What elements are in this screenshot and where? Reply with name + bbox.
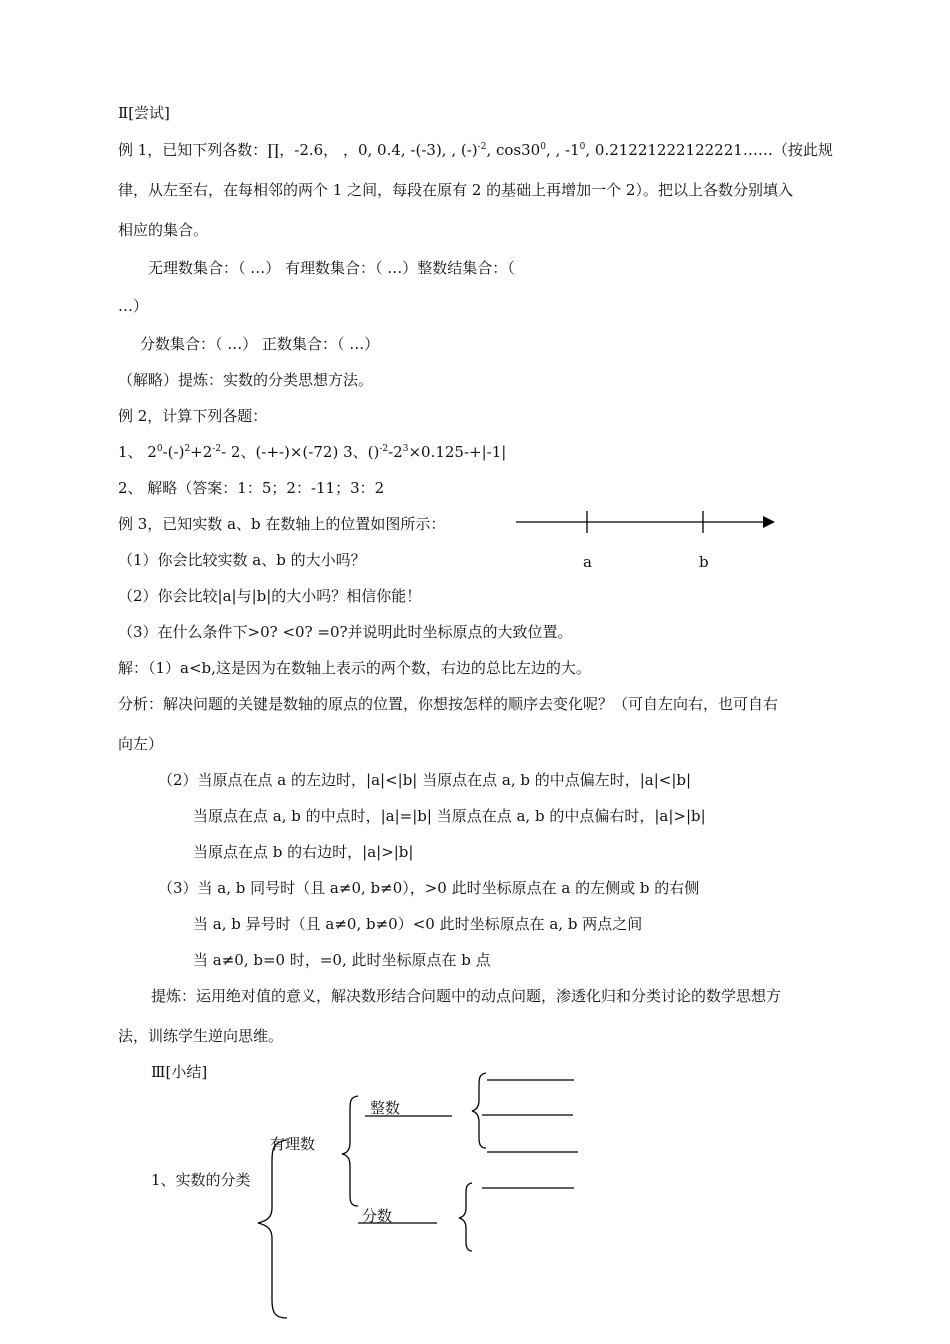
ex3-q3: （3）在什么条件下>0? <0? =0?并说明此时坐标原点的大致位置。 [118, 623, 573, 641]
ex3-solution: 解：（1）a<b,这是因为在数轴上表示的两个数，右边的总比左边的大。 [118, 659, 591, 677]
ex3-refine-line1: 提炼：运用绝对值的意义，解决数形结合问题中的动点问题，渗透化归和分类讨论的数学思想方 [151, 987, 782, 1005]
ex2-title: 例 2，计算下列各题： [118, 407, 268, 425]
label-rational: 有理数 [270, 1135, 316, 1153]
ex1-sets-line1: 无理数集合：（ …） 有理数集合：（ …）整数结集合：（ [148, 259, 515, 277]
ex3-part3-line2: 当 a, b 异号时（且 a≠0, b≠0）<0 此时坐标原点在 a, b 两点之间 [193, 915, 643, 933]
ex1-sets-line2: 分数集合：（ …） 正数集合：（ …） [140, 335, 380, 353]
ex3-refine-line2: 法，训练学生逆向思维。 [118, 1027, 284, 1045]
ex3-part3-line1: （3）当 a, b 同号时（且 a≠0, b≠0），>0 此时坐标原点在 a 的左侧或 b 的右侧 [158, 879, 700, 897]
axis-label-b: b [699, 553, 709, 571]
ex3-q2: （2）你会比较|a|与|b|的大小吗？相信你能！ [118, 587, 422, 605]
fraction-brace [459, 1183, 472, 1251]
ex1-line1: 例 1，已知下列各数：∏，-2.6， ，0, 0.4, -(-3), , $(-)^{-2}$, $\cos 30^0$, , $-1^0$, 0.21221222122221……（按此规 [118, 141, 833, 159]
ex1-solution: （解略）提炼：实数的分类思想方法。 [118, 371, 374, 389]
outer-brace [258, 1140, 287, 1318]
section2-heading: Ⅱ[尝试] [118, 104, 170, 122]
ex2-items: 1、 $2^0-(-)^2+2^{-2}-$ 2、(-+-)×(-72) 3、$()^{-2}-2^3\times 0.125-+|-1|$ [118, 443, 507, 461]
ex3-q1: （1）你会比较实数 a、b 的大小吗？ [118, 551, 366, 569]
ex2-answer: 2、 解略（答案：1：5；2：-11；3：2 [118, 479, 385, 497]
classification-diagram [258, 1073, 578, 1318]
ex3-part3-line3: 当 a≠0, b=0 时，=0, 此时坐标原点在 b 点 [193, 951, 491, 969]
number-line [516, 511, 775, 533]
classification-title: 1、实数的分类 [151, 1171, 251, 1189]
ex1-sets-line1-cont: …） [118, 297, 149, 315]
rational-brace [342, 1096, 358, 1206]
section3-heading: Ⅲ[小结] [151, 1063, 208, 1081]
number-line-arrow [763, 516, 775, 528]
label-integer: 整数 [370, 1099, 401, 1117]
ex3-title: 例 3，已知实数 a、b 在数轴上的位置如图所示： [118, 515, 446, 533]
integer-brace [472, 1073, 486, 1148]
ex1-line3: 相应的集合。 [118, 221, 209, 239]
axis-label-a: a [583, 553, 592, 571]
ex3-part2-line3: 当原点在点 b 的右边时，|a|>|b| [193, 843, 414, 861]
ex3-analysis-line2: 向左） [118, 735, 164, 753]
label-fraction: 分数 [362, 1207, 393, 1225]
ex1-line2: 律，从左至右，在每相邻的两个 1 之间，每段在原有 2 的基础上再增加一个 2）。把以上各数分别填入 [118, 181, 793, 199]
ex3-part2-line1: （2）当原点在点 a 的左边时，|a|<|b| 当原点在点 a, b 的中点偏左时，|a|<|b| [158, 771, 692, 789]
ex3-analysis-line1: 分析：解决问题的关键是数轴的原点的位置，你想按怎样的顺序去变化呢？（可自左向右，也可自右 [118, 695, 779, 713]
ex3-part2-line2: 当原点在点 a, b 的中点时，|a|=|b| 当原点在点 a, b 的中点偏右时，|a|>|b| [193, 807, 706, 825]
